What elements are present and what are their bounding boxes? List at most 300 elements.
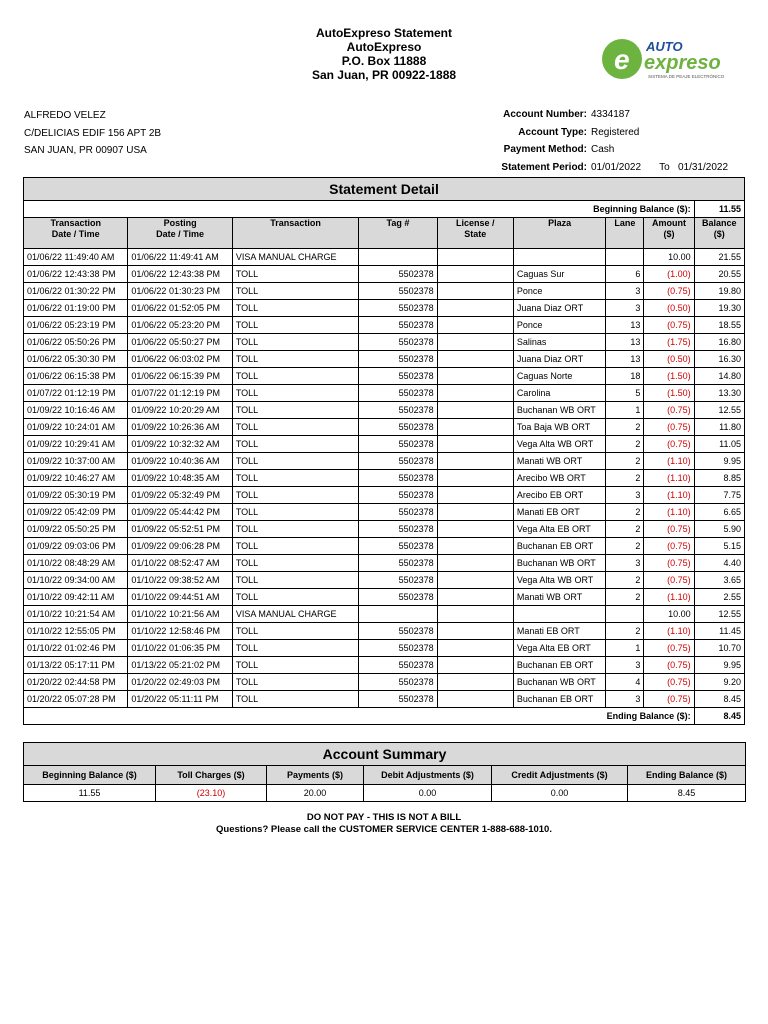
customer-address-line1: C/DELICIAS EDIF 156 APT 2B [24,127,162,139]
col-posting-date-cell: 01/20/22 05:11:11 PM [128,691,232,708]
col-transaction-date-cell: 01/06/22 01:30:22 PM [24,283,128,300]
col-plaza-cell: Manati EB ORT [513,623,605,640]
col-posting-date-cell: 01/09/22 05:52:51 PM [128,521,232,538]
do-not-pay-notice: DO NOT PAY - THIS IS NOT A BILL [306,812,462,823]
col-amount-cell: (0.50) [644,351,694,368]
col-posting-date-cell: 01/09/22 10:48:35 AM [128,470,232,487]
table-row [24,470,745,487]
col-amount-cell: (0.75) [644,436,694,453]
col-transaction-date-cell: 01/09/22 10:37:00 AM [24,453,128,470]
col-amount-cell: (0.75) [644,538,694,555]
col-amount-cell: (1.75) [644,334,694,351]
col-plaza-cell: Salinas [513,334,605,351]
table-row [24,334,745,351]
col-amount-cell: (1.10) [644,589,694,606]
summary-credit-adjustments-header: Credit Adjustments ($) [492,766,628,785]
col-license-cell [437,402,513,419]
col-license-cell [437,249,513,266]
table-row [24,368,745,385]
col-transaction-date-cell: 01/09/22 10:16:46 AM [24,402,128,419]
table-row [24,521,745,538]
table-row [24,657,745,674]
col-lane-cell: 13 [606,317,644,334]
logo-word-expreso: expreso [644,52,721,74]
summary-payments-header: Payments ($) [267,766,364,785]
table-row [24,453,745,470]
payment-method-label: Payment Method: [503,144,587,155]
col-transaction-date-cell: 01/09/22 09:03:06 PM [24,538,128,555]
col-balance-cell: 12.55 [694,606,744,623]
col-tag-cell: 5502378 [359,470,437,487]
col-balance-cell: 8.45 [694,691,744,708]
col-transaction-date-cell: 01/06/22 05:23:19 PM [24,317,128,334]
col-amount-cell: (1.10) [644,470,694,487]
account-info [470,106,728,176]
col-lane-cell: 3 [606,691,644,708]
col-transaction-date-cell: 01/07/22 01:12:19 PM [24,385,128,402]
col-license-cell [437,521,513,538]
col-lane-cell [606,606,644,623]
col-tag-cell: 5502378 [359,419,437,436]
col-tag-cell: 5502378 [359,436,437,453]
col-plaza-cell: Caguas Norte [513,368,605,385]
col-amount-header: Amount ($) [644,218,694,249]
col-lane-cell: 18 [606,368,644,385]
col-transaction-date-cell: 01/09/22 05:42:09 PM [24,504,128,521]
col-balance-cell: 19.80 [694,283,744,300]
col-transaction-cell: TOLL [232,419,359,436]
col-transaction-cell: TOLL [232,521,359,538]
col-lane-cell: 3 [606,657,644,674]
payment-method: Cash [591,144,615,155]
customer-address-line2: SAN JUAN, PR 00907 USA [24,145,147,156]
col-amount-cell: (0.75) [644,283,694,300]
col-license-cell [437,487,513,504]
col-amount-cell: (0.75) [644,691,694,708]
company-city: San Juan, PR 00922-1888 [311,68,457,82]
col-transaction-date-cell: 01/09/22 10:29:41 AM [24,436,128,453]
col-amount-cell: (0.75) [644,317,694,334]
col-transaction-cell: TOLL [232,470,359,487]
col-transaction-date-cell: 01/06/22 06:15:38 PM [24,368,128,385]
detail-rows [24,249,745,708]
col-license-cell [437,538,513,555]
table-row [24,691,745,708]
table-row [24,572,745,589]
col-plaza-cell: Caguas Sur [513,266,605,283]
summary-debit-adjustments-value: 0.00 [364,785,492,802]
table-row [24,504,745,521]
summary-values [24,785,746,802]
col-license-cell [437,334,513,351]
col-transaction-cell: TOLL [232,691,359,708]
summary-beginning-balance-header: Beginning Balance ($) [24,766,156,785]
col-plaza-cell: Vega Alta EB ORT [513,640,605,657]
col-tag-cell: 5502378 [359,300,437,317]
table-row [24,555,745,572]
col-plaza-cell: Buchanan WB ORT [513,674,605,691]
col-tag-cell: 5502378 [359,691,437,708]
col-balance-cell: 16.80 [694,334,744,351]
col-license-cell [437,385,513,402]
col-posting-date-cell: 01/10/22 09:44:51 AM [128,589,232,606]
col-transaction-cell: TOLL [232,317,359,334]
col-posting-date-cell: 01/06/22 06:03:02 PM [128,351,232,368]
col-transaction-cell: VISA MANUAL CHARGE [232,249,359,266]
col-amount-cell: 10.00 [644,606,694,623]
col-lane-cell: 3 [606,300,644,317]
summary-column-headers [24,766,746,785]
col-transaction-date-cell: 01/06/22 01:19:00 PM [24,300,128,317]
col-transaction-cell: TOLL [232,402,359,419]
col-lane-cell: 3 [606,283,644,300]
col-plaza-cell: Carolina [513,385,605,402]
col-balance-cell: 6.65 [694,504,744,521]
col-amount-cell: (1.00) [644,266,694,283]
col-license-cell [437,606,513,623]
col-transaction-date-header: Transaction Date / Time [24,218,128,249]
col-amount-cell: (0.75) [644,402,694,419]
col-amount-cell: (1.10) [644,623,694,640]
col-posting-date-cell: 01/06/22 01:52:05 PM [128,300,232,317]
col-license-header: License / State [437,218,513,249]
col-license-cell [437,453,513,470]
col-tag-cell: 5502378 [359,538,437,555]
col-balance-cell: 21.55 [694,249,744,266]
col-plaza-cell: Juana Diaz ORT [513,300,605,317]
col-transaction-date-cell: 01/06/22 11:49:40 AM [24,249,128,266]
col-lane-cell: 4 [606,674,644,691]
statement-detail-table [23,177,745,725]
col-transaction-cell: TOLL [232,674,359,691]
col-lane-cell: 2 [606,419,644,436]
col-balance-cell: 18.55 [694,317,744,334]
table-row [24,351,745,368]
account-type: Registered [591,126,640,138]
col-transaction-cell: TOLL [232,555,359,572]
col-license-cell [437,283,513,300]
col-plaza-cell: Manati EB ORT [513,504,605,521]
col-license-cell [437,657,513,674]
col-plaza-cell: Buchanan EB ORT [513,691,605,708]
col-lane-cell: 2 [606,436,644,453]
col-license-cell [437,674,513,691]
col-tag-cell: 5502378 [359,674,437,691]
col-transaction-date-cell: 01/13/22 05:17:11 PM [24,657,128,674]
col-transaction-cell: TOLL [232,334,359,351]
table-row [24,317,745,334]
col-transaction-cell: TOLL [232,436,359,453]
table-row [24,606,745,623]
po-box: P.O. Box 11888 [341,54,427,68]
customer-name: ALFREDO VELEZ [24,110,106,121]
col-tag-cell: 5502378 [359,640,437,657]
col-transaction-date-cell: 01/06/22 05:30:30 PM [24,351,128,368]
ending-balance-label: Ending Balance ($): [24,708,695,725]
company-name: AutoExpreso [346,40,422,54]
col-balance-cell: 5.90 [694,521,744,538]
col-transaction-cell: TOLL [232,385,359,402]
col-posting-date-cell: 01/10/22 01:06:35 PM [128,640,232,657]
col-balance-cell: 5.15 [694,538,744,555]
col-lane-cell: 1 [606,402,644,419]
col-tag-cell [359,249,437,266]
col-license-cell [437,623,513,640]
col-transaction-cell: TOLL [232,487,359,504]
col-tag-cell: 5502378 [359,657,437,674]
table-row [24,538,745,555]
col-license-cell [437,589,513,606]
col-license-cell [437,640,513,657]
col-license-cell [437,691,513,708]
col-posting-date-cell: 01/09/22 10:40:36 AM [128,453,232,470]
col-plaza-cell: Ponce [513,283,605,300]
period-start: 01/01/2022 [591,161,642,173]
col-lane-cell [606,249,644,266]
col-plaza-cell: Buchanan WB ORT [513,402,605,419]
col-transaction-cell: TOLL [232,368,359,385]
col-license-cell [437,470,513,487]
summary-credit-adjustments-value: 0.00 [492,785,628,802]
col-posting-date-cell: 01/06/22 05:23:20 PM [128,317,232,334]
col-posting-date-cell: 01/06/22 06:15:39 PM [128,368,232,385]
summary-payments-value: 20.00 [267,785,364,802]
col-posting-date-cell: 01/09/22 10:26:36 AM [128,419,232,436]
customer-service-notice: Questions? Please call the CUSTOMER SERVICE CENTER 1-888-688-1010. [216,824,552,835]
col-plaza-cell: Ponce [513,317,605,334]
col-balance-cell: 14.80 [694,368,744,385]
col-amount-cell: (0.75) [644,674,694,691]
col-posting-date-cell: 01/06/22 11:49:41 AM [128,249,232,266]
col-plaza-cell: Arecibo EB ORT [513,487,605,504]
col-balance-cell: 2.55 [694,589,744,606]
col-posting-date-cell: 01/09/22 05:32:49 PM [128,487,232,504]
col-lane-cell: 2 [606,504,644,521]
col-lane-cell: 2 [606,453,644,470]
logo-tagline: SISTEMA DE PEAJE ELECTRÓNICO [648,74,725,79]
account-number-label: Account Number: [503,109,587,120]
col-transaction-date-cell: 01/09/22 05:30:19 PM [24,487,128,504]
col-lane-header: Lane [606,218,644,249]
col-license-cell [437,504,513,521]
col-amount-cell: (0.75) [644,657,694,674]
summary-ending-balance-value: 8.45 [628,785,746,802]
col-plaza-header: Plaza [513,218,605,249]
col-posting-date-cell: 01/13/22 05:21:02 PM [128,657,232,674]
col-transaction-date-cell: 01/06/22 12:43:38 PM [24,266,128,283]
col-posting-date-cell: 01/10/22 09:38:52 AM [128,572,232,589]
col-tag-cell: 5502378 [359,521,437,538]
col-plaza-cell: Vega Alta WB ORT [513,572,605,589]
col-tag-cell: 5502378 [359,385,437,402]
autoexpreso-logo [600,34,740,84]
col-transaction-date-cell: 01/20/22 02:44:58 PM [24,674,128,691]
col-balance-cell: 19.30 [694,300,744,317]
col-amount-cell: (1.10) [644,453,694,470]
col-balance-cell: 4.40 [694,555,744,572]
col-lane-cell: 2 [606,623,644,640]
col-balance-cell: 20.55 [694,266,744,283]
logo-word-auto: AUTO [646,39,683,54]
col-tag-header: Tag # [359,218,437,249]
col-transaction-date-cell: 01/10/22 09:42:11 AM [24,589,128,606]
col-transaction-cell: TOLL [232,572,359,589]
col-transaction-cell: TOLL [232,538,359,555]
col-transaction-cell: TOLL [232,623,359,640]
table-row [24,266,745,283]
col-transaction-date-cell: 01/10/22 10:21:54 AM [24,606,128,623]
col-tag-cell: 5502378 [359,266,437,283]
col-balance-header: Balance ($) [694,218,744,249]
col-amount-cell: (1.50) [644,385,694,402]
table-row [24,487,745,504]
col-license-cell [437,266,513,283]
col-plaza-cell: Juana Diaz ORT [513,351,605,368]
col-posting-date-header: Posting Date / Time [128,218,232,249]
col-lane-cell: 1 [606,640,644,657]
col-posting-date-cell: 01/07/22 01:12:19 PM [128,385,232,402]
col-plaza-cell: Buchanan EB ORT [513,538,605,555]
col-lane-cell: 2 [606,572,644,589]
col-tag-cell: 5502378 [359,504,437,521]
summary-beginning-balance-value: 11.55 [24,785,156,802]
account-number: 4334187 [591,109,630,120]
col-plaza-cell [513,606,605,623]
col-license-cell [437,317,513,334]
col-lane-cell: 3 [606,487,644,504]
col-tag-cell: 5502378 [359,487,437,504]
col-lane-cell: 13 [606,351,644,368]
col-lane-cell: 2 [606,589,644,606]
col-posting-date-cell: 01/10/22 12:58:46 PM [128,623,232,640]
col-lane-cell: 5 [606,385,644,402]
col-transaction-date-cell: 01/10/22 08:48:29 AM [24,555,128,572]
col-balance-cell: 9.95 [694,657,744,674]
col-balance-cell: 10.70 [694,640,744,657]
col-license-cell [437,419,513,436]
col-plaza-cell: Arecibo WB ORT [513,470,605,487]
col-posting-date-cell: 01/06/22 05:50:27 PM [128,334,232,351]
col-tag-cell: 5502378 [359,317,437,334]
col-amount-cell: (0.75) [644,419,694,436]
col-transaction-date-cell: 01/10/22 12:55:05 PM [24,623,128,640]
footer-notice [0,812,768,836]
col-posting-date-cell: 01/09/22 10:32:32 AM [128,436,232,453]
col-transaction-cell: TOLL [232,266,359,283]
col-tag-cell: 5502378 [359,351,437,368]
table-row [24,300,745,317]
col-plaza-cell [513,249,605,266]
customer-address [24,107,161,160]
col-transaction-cell: TOLL [232,657,359,674]
col-license-cell [437,351,513,368]
col-plaza-cell: Manati WB ORT [513,589,605,606]
period-to: To [659,161,670,173]
col-lane-cell: 3 [606,555,644,572]
col-transaction-date-cell: 01/10/22 09:34:00 AM [24,572,128,589]
col-transaction-header: Transaction [232,218,359,249]
table-row [24,623,745,640]
account-type-label: Account Type: [518,126,587,138]
col-transaction-cell: TOLL [232,589,359,606]
col-tag-cell: 5502378 [359,555,437,572]
col-license-cell [437,368,513,385]
col-amount-cell: (1.50) [644,368,694,385]
col-lane-cell: 6 [606,266,644,283]
col-balance-cell: 12.55 [694,402,744,419]
col-tag-cell [359,606,437,623]
col-plaza-cell: Toa Baja WB ORT [513,419,605,436]
col-posting-date-cell: 01/10/22 08:52:47 AM [128,555,232,572]
table-row [24,385,745,402]
detail-column-headers [24,218,745,249]
col-license-cell [437,436,513,453]
col-posting-date-cell: 01/10/22 10:21:56 AM [128,606,232,623]
account-summary-table [23,742,746,802]
col-tag-cell: 5502378 [359,453,437,470]
col-amount-cell: (0.75) [644,640,694,657]
table-row [24,589,745,606]
table-row [24,283,745,300]
col-posting-date-cell: 01/09/22 09:06:28 PM [128,538,232,555]
col-plaza-cell: Manati WB ORT [513,453,605,470]
summary-toll-charges-value: (23.10) [156,785,267,802]
table-row [24,640,745,657]
summary-debit-adjustments-header: Debit Adjustments ($) [364,766,492,785]
col-tag-cell: 5502378 [359,623,437,640]
col-amount-cell: 10.00 [644,249,694,266]
col-transaction-date-cell: 01/10/22 01:02:46 PM [24,640,128,657]
col-transaction-cell: TOLL [232,351,359,368]
col-lane-cell: 13 [606,334,644,351]
col-tag-cell: 5502378 [359,368,437,385]
col-lane-cell: 2 [606,470,644,487]
col-license-cell [437,572,513,589]
col-transaction-date-cell: 01/09/22 10:46:27 AM [24,470,128,487]
summary-ending-balance-header: Ending Balance ($) [628,766,746,785]
statement-title: AutoExpreso Statement [315,26,453,40]
table-row [24,249,745,266]
col-balance-cell: 9.20 [694,674,744,691]
col-transaction-cell: TOLL [232,504,359,521]
col-amount-cell: (1.10) [644,504,694,521]
col-tag-cell: 5502378 [359,572,437,589]
beginning-balance-value: 11.55 [694,201,744,218]
table-row [24,674,745,691]
col-balance-cell: 13.30 [694,385,744,402]
col-lane-cell: 2 [606,538,644,555]
col-balance-cell: 3.65 [694,572,744,589]
col-posting-date-cell: 01/06/22 12:43:38 PM [128,266,232,283]
col-tag-cell: 5502378 [359,283,437,300]
col-balance-cell: 9.95 [694,453,744,470]
col-amount-cell: (0.75) [644,521,694,538]
table-row [24,436,745,453]
col-plaza-cell: Vega Alta WB ORT [513,436,605,453]
table-row [24,402,745,419]
col-amount-cell: (0.50) [644,300,694,317]
col-tag-cell: 5502378 [359,589,437,606]
col-transaction-cell: TOLL [232,283,359,300]
col-transaction-date-cell: 01/09/22 05:50:25 PM [24,521,128,538]
col-balance-cell: 16.30 [694,351,744,368]
col-balance-cell: 11.45 [694,623,744,640]
col-plaza-cell: Buchanan WB ORT [513,555,605,572]
statement-period-label: Statement Period: [501,161,587,173]
col-transaction-cell: TOLL [232,453,359,470]
ending-balance-value: 8.45 [694,708,744,725]
statement-detail-title: Statement Detail [24,178,745,201]
